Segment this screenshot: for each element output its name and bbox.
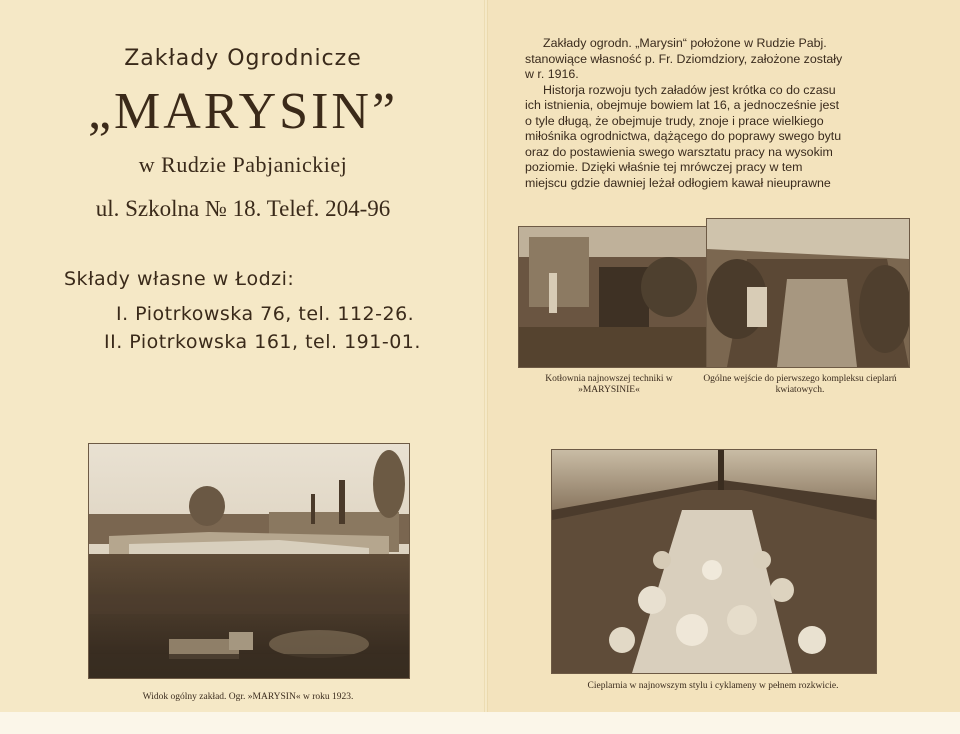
- article-line: Zakłady ogrodn. „Marysin“ położone w Rudzie Pabj.: [543, 36, 827, 50]
- store-item-2: II. Piotrkowska 161, tel. 191-01.: [104, 331, 421, 353]
- general-view-photo: [88, 443, 410, 679]
- company-location: w Rudzie Pabjanickiej: [138, 152, 348, 177]
- entrance-caption: Ogólne wejście do pierwszego kompleksu cieplarń kwiatowych.: [703, 374, 897, 395]
- article-line: oraz do postawienia swego warsztatu pracy na wysokim: [525, 144, 833, 159]
- store-item-1: I. Piotrkowska 76, tel. 112-26.: [116, 303, 415, 325]
- article-line: miłośnika ogrodnictwa, dążącego do poprawy swego bytu: [525, 129, 842, 143]
- boiler-room-photo: [518, 226, 708, 368]
- article-line: ich istnienia, obejmuje bowiem lat 16, a jednocześnie jest: [525, 98, 840, 112]
- entrance-photo: [706, 218, 910, 368]
- article-line: o tyle długą, że obejmuje trudy, znoje i prace wielkiego: [525, 113, 824, 128]
- boiler-room-caption: Kotłownia najnowszej techniki w »MARYSINIE«: [545, 374, 673, 395]
- article-text: [525, 36, 903, 206]
- article-line: stanowiące własność p. Fr. Dziomdziory, założone zostały: [525, 51, 843, 66]
- company-type-heading: Zakłady Ogrodnicze: [124, 46, 362, 71]
- article-line: Historja rozwoju tych załadów jest krótka co do czasu: [543, 82, 836, 97]
- stores-heading: Składy własne w Łodzi:: [64, 268, 295, 290]
- company-name-title: „MARYSIN”: [87, 83, 399, 140]
- article-line: w r. 1916.: [525, 67, 579, 81]
- general-view-caption: Widok ogólny zakład. Ogr. »MARYSIN« w roku 1923.: [142, 692, 354, 702]
- greenhouse-photo: [551, 449, 877, 674]
- page-bottom-edge: [0, 712, 960, 734]
- article-line: poziomie. Dzięki właśnie tej mrówczej pracy w tem: [525, 160, 803, 174]
- greenhouse-caption: Cieplarnia w najnowszym stylu i cyklameny w pełnem rozkwicie.: [587, 681, 839, 691]
- company-address-phone: ul. Szkolna № 18. Telef. 204-96: [95, 196, 391, 221]
- article-line: miejscu gdzie dawniej leżał odłogiem kawał nieuprawne: [525, 175, 831, 190]
